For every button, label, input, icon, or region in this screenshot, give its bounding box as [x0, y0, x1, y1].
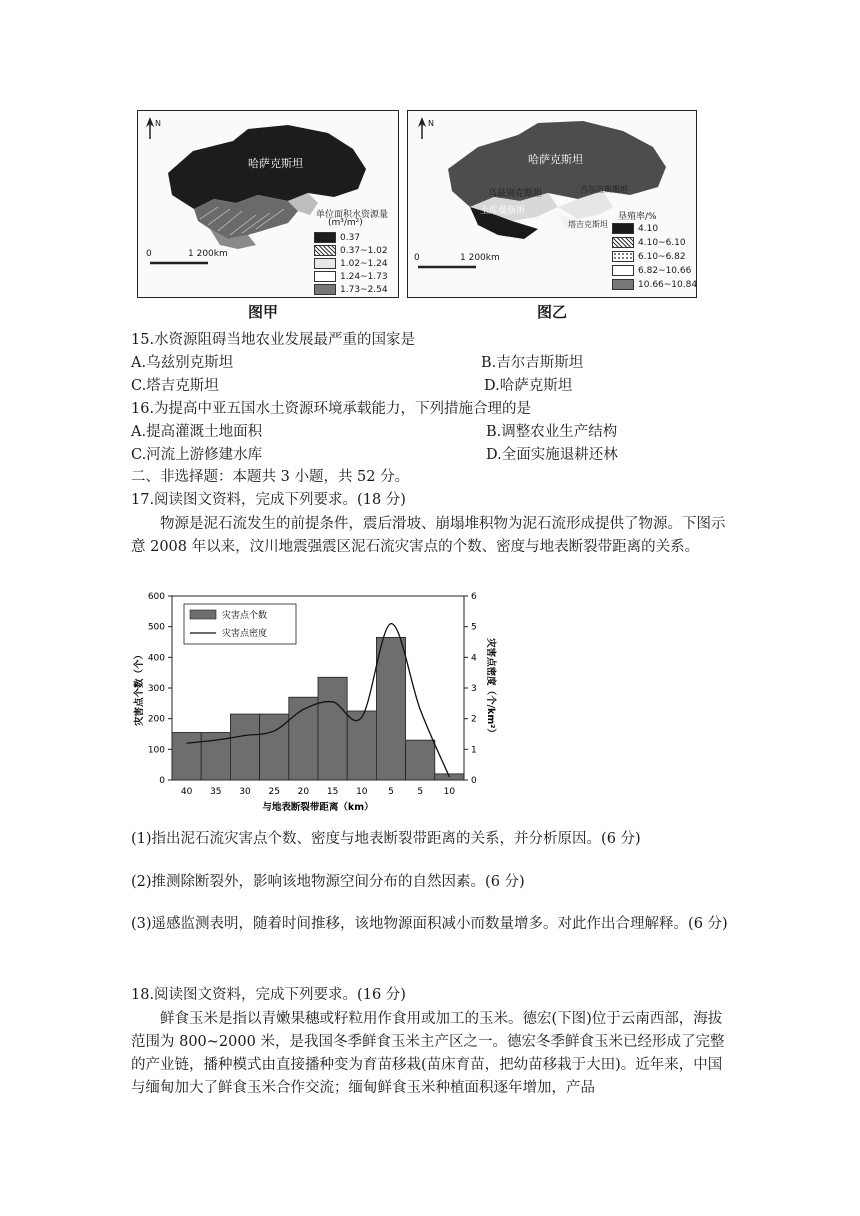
- north-arrow-icon: [418, 117, 426, 139]
- y-left-tick-label: 600: [147, 592, 165, 602]
- map-b-legend-item: 4.10: [612, 223, 658, 234]
- map-a-legend-item: 1.02~1.24: [314, 258, 388, 269]
- x-tick-label: 5: [388, 787, 394, 797]
- y-right-tick-label: 3: [471, 684, 477, 694]
- q16-option-a: A.提高灌溉土地面积: [131, 424, 263, 440]
- y-right-tick-label: 6: [471, 592, 477, 602]
- map-b-legend-item: 10.66~10.84: [612, 279, 697, 290]
- map-b-legend-item: 6.82~10.66: [612, 265, 691, 276]
- legend-bar-label: 灾害点个数: [222, 611, 268, 621]
- q18-intro: 鲜食玉米是指以青嫩果穗或籽粒用作食用或加工的玉米。德宏(下图)位于云南西部，海拔范围为 800~2000 米，是我国冬季鲜食玉米主产区之一。德宏冬季鲜食玉米已经形成了完整的产业链，播种模式由直接播种变为育苗移栽(苗床育苗，把幼苗移栽于大田)。近年来，中国与缅甸加大了鲜食玉米合作交流；缅甸鲜食玉米种植面积逐年增加，产品: [131, 1011, 725, 1096]
- q17-sub3: (3)遥感监测表明，随着时间推移，该地物源面积减小而数量增多。对此作出合理解释。(6 分): [131, 916, 728, 932]
- bar: [230, 714, 259, 780]
- map-b-scale-label: 1 200km: [460, 253, 500, 263]
- y-right-tick-label: 5: [471, 622, 477, 633]
- q17-sub1: (1)指出泥石流灾害点个数、密度与地表断裂带距离的关系，并分析原因。(6 分): [131, 831, 641, 847]
- x-tick-label: 35: [210, 787, 222, 797]
- q17-sub2: (2)推测除断裂外，影响该地物源空间分布的自然因素。(6 分): [131, 874, 525, 890]
- y-left-tick-label: 200: [147, 714, 165, 725]
- q18-title: 18.阅读图文资料，完成下列要求。(16 分): [131, 987, 406, 1003]
- y-left-tick-label: 400: [147, 653, 165, 664]
- map-a-scale-zero: 0: [146, 249, 152, 259]
- q16-option-c: C.河流上游修建水库: [131, 447, 263, 463]
- q15-stem: 15.水资源阻碍当地农业发展最严重的国家是: [131, 332, 416, 348]
- y-left-axis-label: 灾害点个数（个）: [134, 649, 145, 727]
- map-b-label-kyrgyz: 吉尔吉斯斯坦: [580, 185, 628, 194]
- x-tick-label: 30: [239, 787, 251, 797]
- q15-option-b: B.吉尔吉斯斯坦: [481, 355, 584, 371]
- x-tick-label: 20: [297, 787, 310, 797]
- bar: [435, 774, 464, 780]
- map-a-legend-item: 1.24~1.73: [314, 271, 388, 282]
- y-left-tick-label: 500: [147, 622, 165, 633]
- map-a-legend-unit: (m³/m²): [328, 218, 363, 228]
- bar: [406, 740, 435, 780]
- figure-b-caption: 图乙: [537, 303, 568, 321]
- map-b-north-label: N: [428, 119, 434, 128]
- y-right-tick-label: 4: [471, 653, 477, 664]
- x-tick-label: 10: [356, 787, 368, 797]
- bar: [376, 637, 405, 780]
- q16-option-b: B.调整农业生产结构: [486, 424, 618, 440]
- map-b-label-uzbek: 乌兹别克斯坦: [488, 189, 543, 199]
- bar: [318, 677, 347, 780]
- section-2-heading: 二、非选择题：本题共 3 小题，共 52 分。: [131, 469, 410, 485]
- map-b-scale-zero: 0: [414, 253, 420, 263]
- x-tick-label: 15: [326, 787, 339, 797]
- map-a-legend-title: 单位面积水资源量: [316, 210, 389, 220]
- y-right-axis-label: 灾害点密度（个/km²）: [485, 638, 496, 738]
- map-figure-b: [407, 110, 697, 298]
- map-b-legend-item: 4.10~6.10: [612, 237, 686, 248]
- y-right-tick-label: 0: [471, 776, 477, 786]
- legend-line-label: 灾害点密度: [222, 629, 268, 639]
- q15-option-c: C.塔吉克斯坦: [131, 378, 219, 394]
- q15-option-d: D.哈萨克斯坦: [484, 378, 573, 394]
- map-a-north-label: N: [155, 119, 161, 128]
- bar: [347, 711, 376, 780]
- q17-intro: 物源是泥石流发生的前提条件，震后滑坡、崩塌堆积物为泥石流形成提供了物源。下图示意 2008 年以来，汶川地震强震区泥石流灾害点的个数、密度与地表断裂带距离的关系。: [131, 516, 726, 555]
- map-b-label-turkmen: 土库曼斯坦: [480, 206, 526, 216]
- y-right-tick-label: 1: [471, 745, 477, 756]
- q16-option-d: D.全面实施退耕还林: [486, 447, 618, 463]
- map-a-legend-item: 1.73~2.54: [314, 284, 388, 295]
- bar: [172, 732, 201, 780]
- y-right-tick-label: 2: [471, 714, 477, 725]
- map-a-scale-label: 1 200km: [188, 249, 228, 259]
- y-left-tick-label: 100: [147, 745, 165, 756]
- x-tick-label: 40: [180, 787, 193, 797]
- x-tick-label: 5: [417, 787, 424, 797]
- figure-a-caption: 图甲: [248, 303, 279, 321]
- y-left-tick-label: 300: [147, 684, 165, 694]
- x-tick-label: 25: [268, 787, 280, 797]
- x-axis-label: 与地表断裂带距离（km）: [262, 802, 374, 813]
- q16-stem: 16.为提高中亚五国水土资源环境承载能力，下列措施合理的是: [131, 401, 532, 417]
- map-b-country-label: 哈萨克斯坦: [528, 153, 583, 166]
- q17-title: 17.阅读图文资料，完成下列要求。(18 分): [131, 492, 406, 508]
- map-b-legend-title: 垦殖率/%: [618, 212, 657, 222]
- map-b-label-tajik: 塔吉克斯坦: [568, 220, 608, 229]
- map-a-legend-item: 0.37~1.02: [314, 245, 388, 256]
- north-arrow-icon: [146, 117, 154, 139]
- legend-bar-swatch: [190, 610, 216, 619]
- debris-flow-chart: [128, 584, 500, 816]
- map-a-legend-item: 0.37: [314, 232, 360, 243]
- map-b-legend-item: 6.10~6.82: [612, 251, 686, 262]
- map-a-svg: [138, 111, 398, 297]
- map-a-country-label: 哈萨克斯坦: [248, 157, 303, 170]
- x-tick-label: 10: [443, 787, 456, 797]
- y-left-tick-label: 0: [159, 776, 165, 786]
- q15-option-a: A.乌兹别克斯坦: [131, 355, 234, 371]
- map-figure-a: [137, 110, 399, 298]
